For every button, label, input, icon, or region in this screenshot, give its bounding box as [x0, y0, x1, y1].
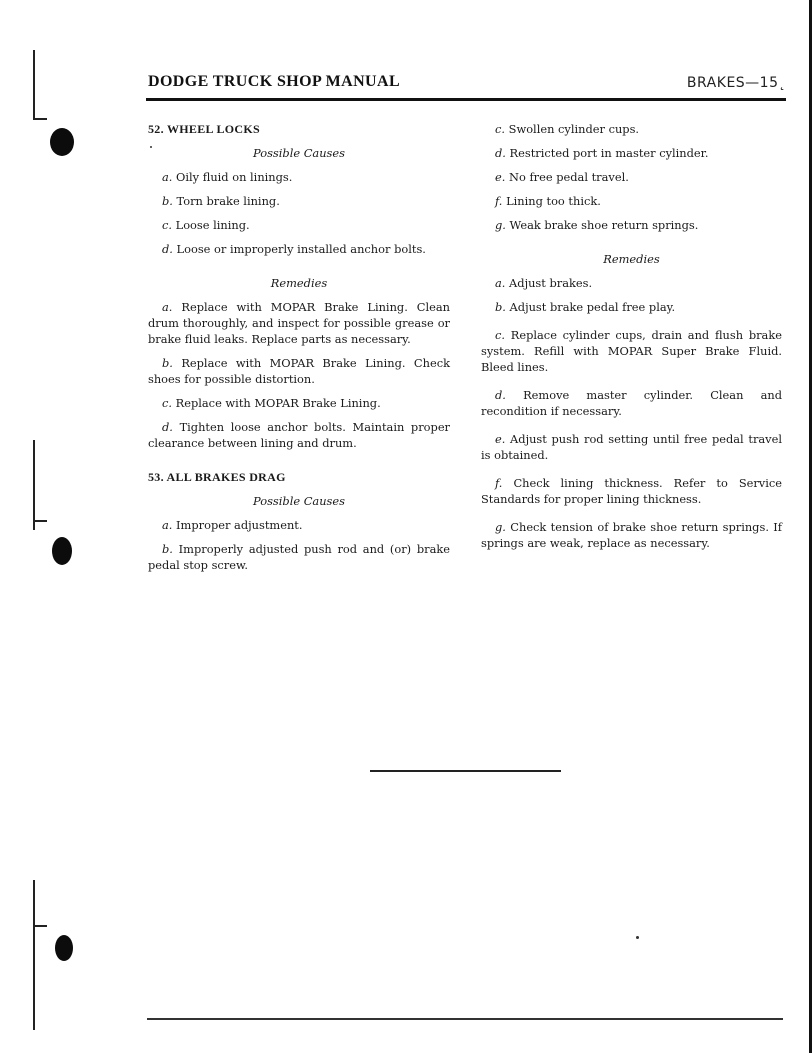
section-53-heading: 53. ALL BRAKES DRAG — [148, 470, 286, 484]
cause-item — [162, 217, 450, 233]
header-rule — [146, 98, 786, 101]
end-of-section-rule — [370, 770, 561, 772]
item-letter: a. — [495, 276, 506, 290]
binder-margin-line-mid — [33, 440, 35, 530]
cause-item — [495, 169, 782, 185]
left-column — [148, 121, 450, 581]
binder-margin-line-top — [33, 50, 35, 120]
item-letter: a. — [162, 518, 173, 532]
remedy-paragraph — [148, 419, 450, 451]
paper-speck — [150, 146, 152, 148]
item-text: Improperly adjusted push rod and (or) brake pedal stop screw. — [148, 542, 451, 572]
binder-margin-line-low — [33, 880, 35, 1030]
manual-title: DODGE TRUCK SHOP MANUAL — [148, 73, 401, 90]
item-text: Adjust brake pedal free play. — [509, 300, 676, 314]
item-text: Replace cylinder cups, drain and flush brake system. Refill with MOPAR Super Brake Fluid. Bleed lines. — [481, 328, 782, 374]
cause-item — [162, 241, 450, 257]
item-text: Lining too thick. — [506, 194, 601, 208]
item-letter: c. — [495, 328, 506, 342]
item-text: Replace with MOPAR Brake Lining. Check shoes for possible distortion. — [148, 356, 450, 386]
cause-item — [495, 145, 782, 161]
item-text: Weak brake shoe return springs. — [509, 218, 699, 232]
item-letter: d. — [162, 242, 173, 256]
remedy-item — [495, 299, 782, 315]
item-letter: b. — [162, 356, 173, 370]
footer-rule — [147, 1018, 783, 1020]
item-letter: f. — [495, 194, 503, 208]
remedy-paragraph — [481, 327, 782, 375]
right-column — [481, 121, 782, 559]
cause-paragraph — [148, 541, 450, 573]
item-text: Oily fluid on linings. — [176, 170, 293, 184]
item-letter: a. — [162, 170, 173, 184]
item-letter: f. — [495, 476, 503, 490]
remedy-item — [495, 275, 782, 291]
item-text: Remove master cylinder. Clean and recondition if necessary. — [481, 388, 783, 418]
cause-item — [162, 517, 450, 533]
remedy-paragraph — [481, 475, 782, 507]
remedy-paragraph — [481, 519, 782, 551]
binder-margin-tick-low — [33, 925, 47, 927]
item-letter: c. — [162, 218, 173, 232]
item-text: Adjust brakes. — [509, 276, 593, 290]
item-text: Check tension of brake shoe return springs. If springs are weak, replace as necessary. — [481, 520, 782, 550]
item-text: Replace with MOPAR Brake Lining. Clean drum thoroughly, and inspect for possible grease or brake fluid leaks. Replace parts as necessary. — [148, 300, 451, 346]
item-text: Check lining thickness. Refer to Service Standards for proper lining thickness. — [481, 476, 783, 506]
item-text: No free pedal travel. — [509, 170, 629, 184]
item-text: Swollen cylinder cups. — [508, 122, 640, 136]
item-letter: b. — [162, 194, 173, 208]
item-text: Torn brake lining. — [176, 194, 280, 208]
possible-causes-label: Possible Causes — [253, 494, 345, 508]
paper-speck — [636, 936, 639, 939]
cause-item — [162, 169, 450, 185]
binding-hole-middle — [52, 537, 72, 565]
item-letter: e. — [495, 170, 506, 184]
item-letter: b. — [162, 542, 173, 556]
item-letter: b. — [495, 300, 506, 314]
section-page-number: BRAKES—15˛ — [686, 75, 786, 91]
cause-item — [162, 193, 450, 209]
cause-item — [495, 217, 782, 233]
item-letter: d. — [495, 146, 506, 160]
binder-margin-tick-mid — [33, 520, 47, 522]
item-text: Restricted port in master cylinder. — [509, 146, 709, 160]
binding-hole-bottom — [55, 935, 73, 961]
section-52-heading: 52. WHEEL LOCKS — [148, 122, 260, 136]
item-letter: c. — [495, 122, 506, 136]
item-text: Tighten loose anchor bolts. Maintain proper clearance between lining and drum. — [148, 420, 451, 450]
binding-hole-top — [50, 128, 74, 156]
item-text: Replace with MOPAR Brake Lining. — [175, 396, 381, 410]
item-letter: c. — [162, 396, 173, 410]
possible-causes-label: Possible Causes — [253, 146, 345, 160]
item-letter: g. — [495, 218, 506, 232]
item-text: Loose lining. — [175, 218, 250, 232]
item-text: Loose or improperly installed anchor bolts. — [176, 242, 426, 256]
item-letter: e. — [495, 432, 506, 446]
remedy-paragraph — [481, 431, 782, 463]
item-text: Improper adjustment. — [176, 518, 303, 532]
item-letter: a. — [162, 300, 173, 314]
remedy-paragraph — [148, 299, 450, 347]
remedies-label: Remedies — [270, 276, 328, 290]
item-text: Adjust push rod setting until free pedal travel is obtained. — [481, 432, 782, 462]
remedy-paragraph — [481, 387, 782, 419]
remedy-paragraph — [148, 355, 450, 387]
cause-item — [495, 121, 782, 137]
cause-item — [495, 193, 782, 209]
item-letter: d. — [162, 420, 173, 434]
remedies-label: Remedies — [603, 252, 660, 266]
item-letter: d. — [495, 388, 506, 402]
binder-margin-tick-top — [33, 118, 47, 120]
remedy-paragraph — [148, 395, 450, 411]
item-letter: g. — [495, 520, 506, 534]
